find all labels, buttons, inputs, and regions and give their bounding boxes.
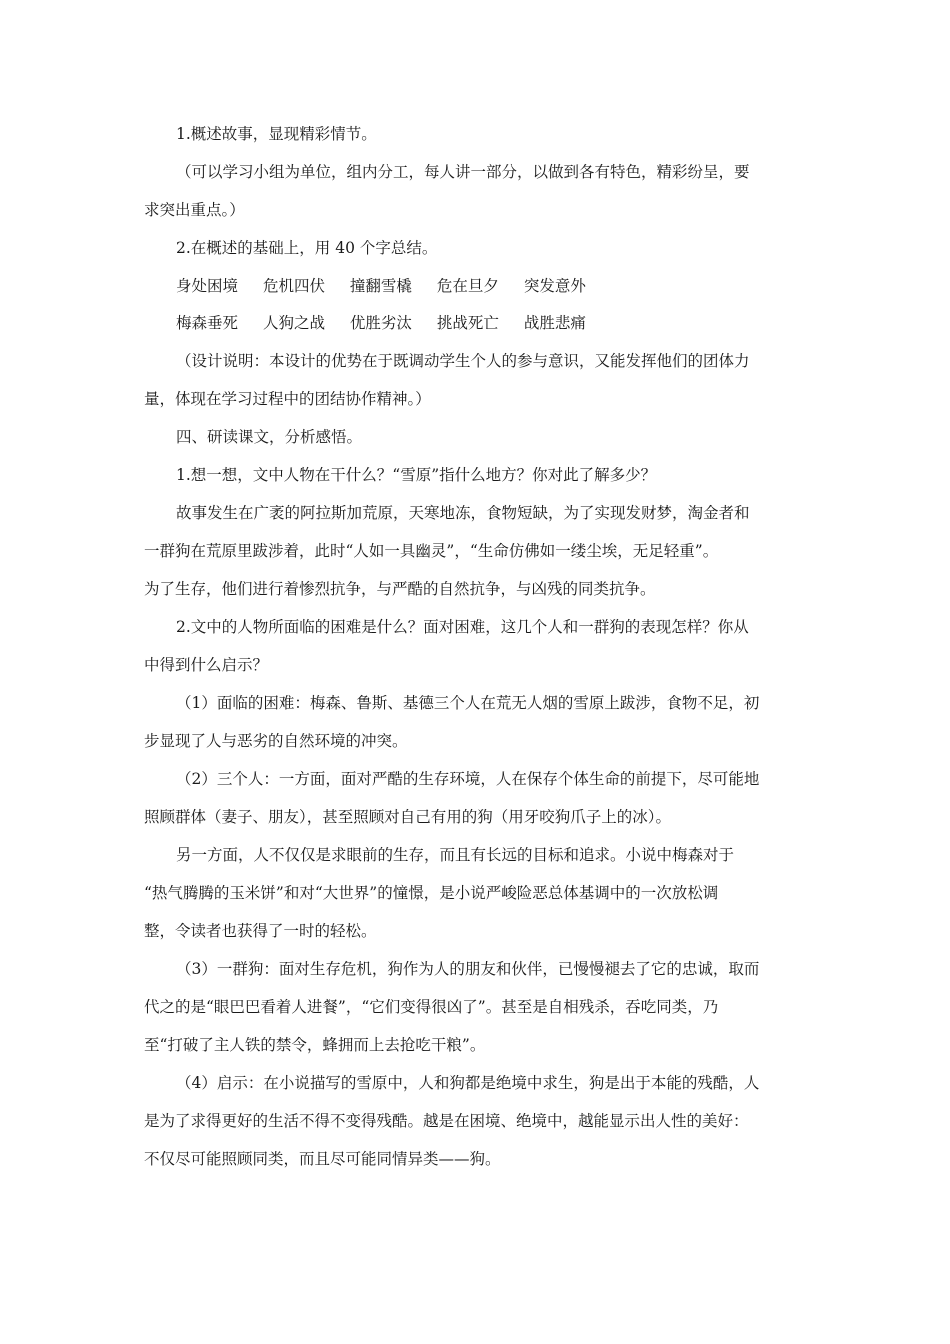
point-4-line-1: （4）启示：在小说描写的雪原中，人和狗都是绝境中求生，狗是出于本能的残酷，人: [176, 1074, 760, 1092]
summary-word: 突发意外: [523, 277, 586, 295]
point-1-line-1: （1）面临的困难：梅森、鲁斯、基德三个人在荒无人烟的雪原上跋涉，食物不足，初: [176, 694, 760, 712]
summary-word: 挑战死亡: [436, 314, 499, 332]
summary-words-row-2: [176, 313, 606, 333]
answer-1-line-1: 故事发生在广袤的阿拉斯加荒原，天寒地冻，食物短缺，为了实现发财梦，淘金者和: [176, 504, 750, 522]
question-1: 1.想一想，文中人物在干什么？“雪原”指什么地方？你对此了解多少？: [176, 466, 657, 484]
summary-word: 危机四伏: [262, 277, 325, 295]
summary-word: 身处困境: [176, 277, 239, 295]
answer-1-line-2: 一群狗在荒原里跋涉着，此时“人如一具幽灵”，“生命仿佛如一缕尘埃，无足轻重”。: [144, 542, 719, 560]
point-2b-line-1: 另一方面，人不仅仅是求眼前的生存，而且有长远的目标和追求。小说中梅森对于: [176, 846, 735, 864]
section-4-heading: 四、研读课文，分析感悟。: [176, 428, 363, 446]
summary-word: 人狗之战: [262, 314, 325, 332]
point-3-line-1: （3）一群狗：面对生存危机，狗作为人的朋友和伙伴，已慢慢褪去了它的忠诚，取而: [176, 960, 760, 978]
question-2-line-2: 中得到什么启示？: [144, 656, 269, 674]
summary-word: 战胜悲痛: [523, 314, 586, 332]
point-3-line-3: 至“打破了主人铁的禁令，蜂拥而上去抢吃干粮”。: [144, 1036, 486, 1054]
point-1-line-2: 步显现了人与恶劣的自然环境的冲突。: [144, 732, 408, 750]
answer-1-line-3: 为了生存，他们进行着惨烈抗争，与严酷的自然抗争，与凶残的同类抗争。: [144, 580, 656, 598]
point-4-line-2: 是为了求得更好的生活不得不变得残酷。越是在困境、绝境中，越能显示出人性的美好：: [144, 1112, 749, 1130]
summary-word: 危在旦夕: [436, 277, 499, 295]
summary-word: 梅森垂死: [176, 314, 239, 332]
point-4-line-3: 不仅尽可能照顾同类，而且尽可能同情异类——狗。: [144, 1150, 501, 1168]
note-line-1: （可以学习小组为单位，组内分工，每人讲一部分，以做到各有特色，精彩纷呈，要: [176, 163, 750, 181]
point-3-line-2: 代之的是“眼巴巴看着人进餐”，“它们变得很凶了”。甚至是自相残杀，吞吃同类，乃: [144, 998, 719, 1016]
summary-word: 撞翻雪橇: [349, 277, 412, 295]
point-2b-line-2: “热气腾腾的玉米饼”和对“大世界”的憧憬，是小说严峻险恶总体基调中的一次放松调: [144, 884, 719, 902]
step-2-heading: 2.在概述的基础上，用 40 个字总结。: [176, 239, 438, 257]
point-2-line-1: （2）三个人：一方面，面对严酷的生存环境，人在保存个体生命的前提下，尽可能地: [176, 770, 760, 788]
design-note-line-1: （设计说明：本设计的优势在于既调动学生个人的参与意识，又能发挥他们的团体力: [176, 352, 750, 370]
summary-words-row-1: [176, 276, 606, 296]
design-note-line-2: 量，体现在学习过程中的团结协作精神。）: [144, 390, 431, 408]
step-1-heading: 1.概述故事，显现精彩情节。: [176, 125, 377, 143]
point-2b-line-3: 整，令读者也获得了一时的轻松。: [144, 922, 377, 940]
summary-word: 优胜劣汰: [349, 314, 412, 332]
question-2-line-1: 2.文中的人物所面临的困难是什么？面对困难，这几个人和一群狗的表现怎样？你从: [176, 618, 749, 636]
point-2-line-2: 照顾群体（妻子、朋友），甚至照顾对自己有用的狗（用牙咬狗爪子上的冰）。: [144, 808, 672, 826]
note-line-2: 求突出重点。）: [144, 201, 245, 219]
